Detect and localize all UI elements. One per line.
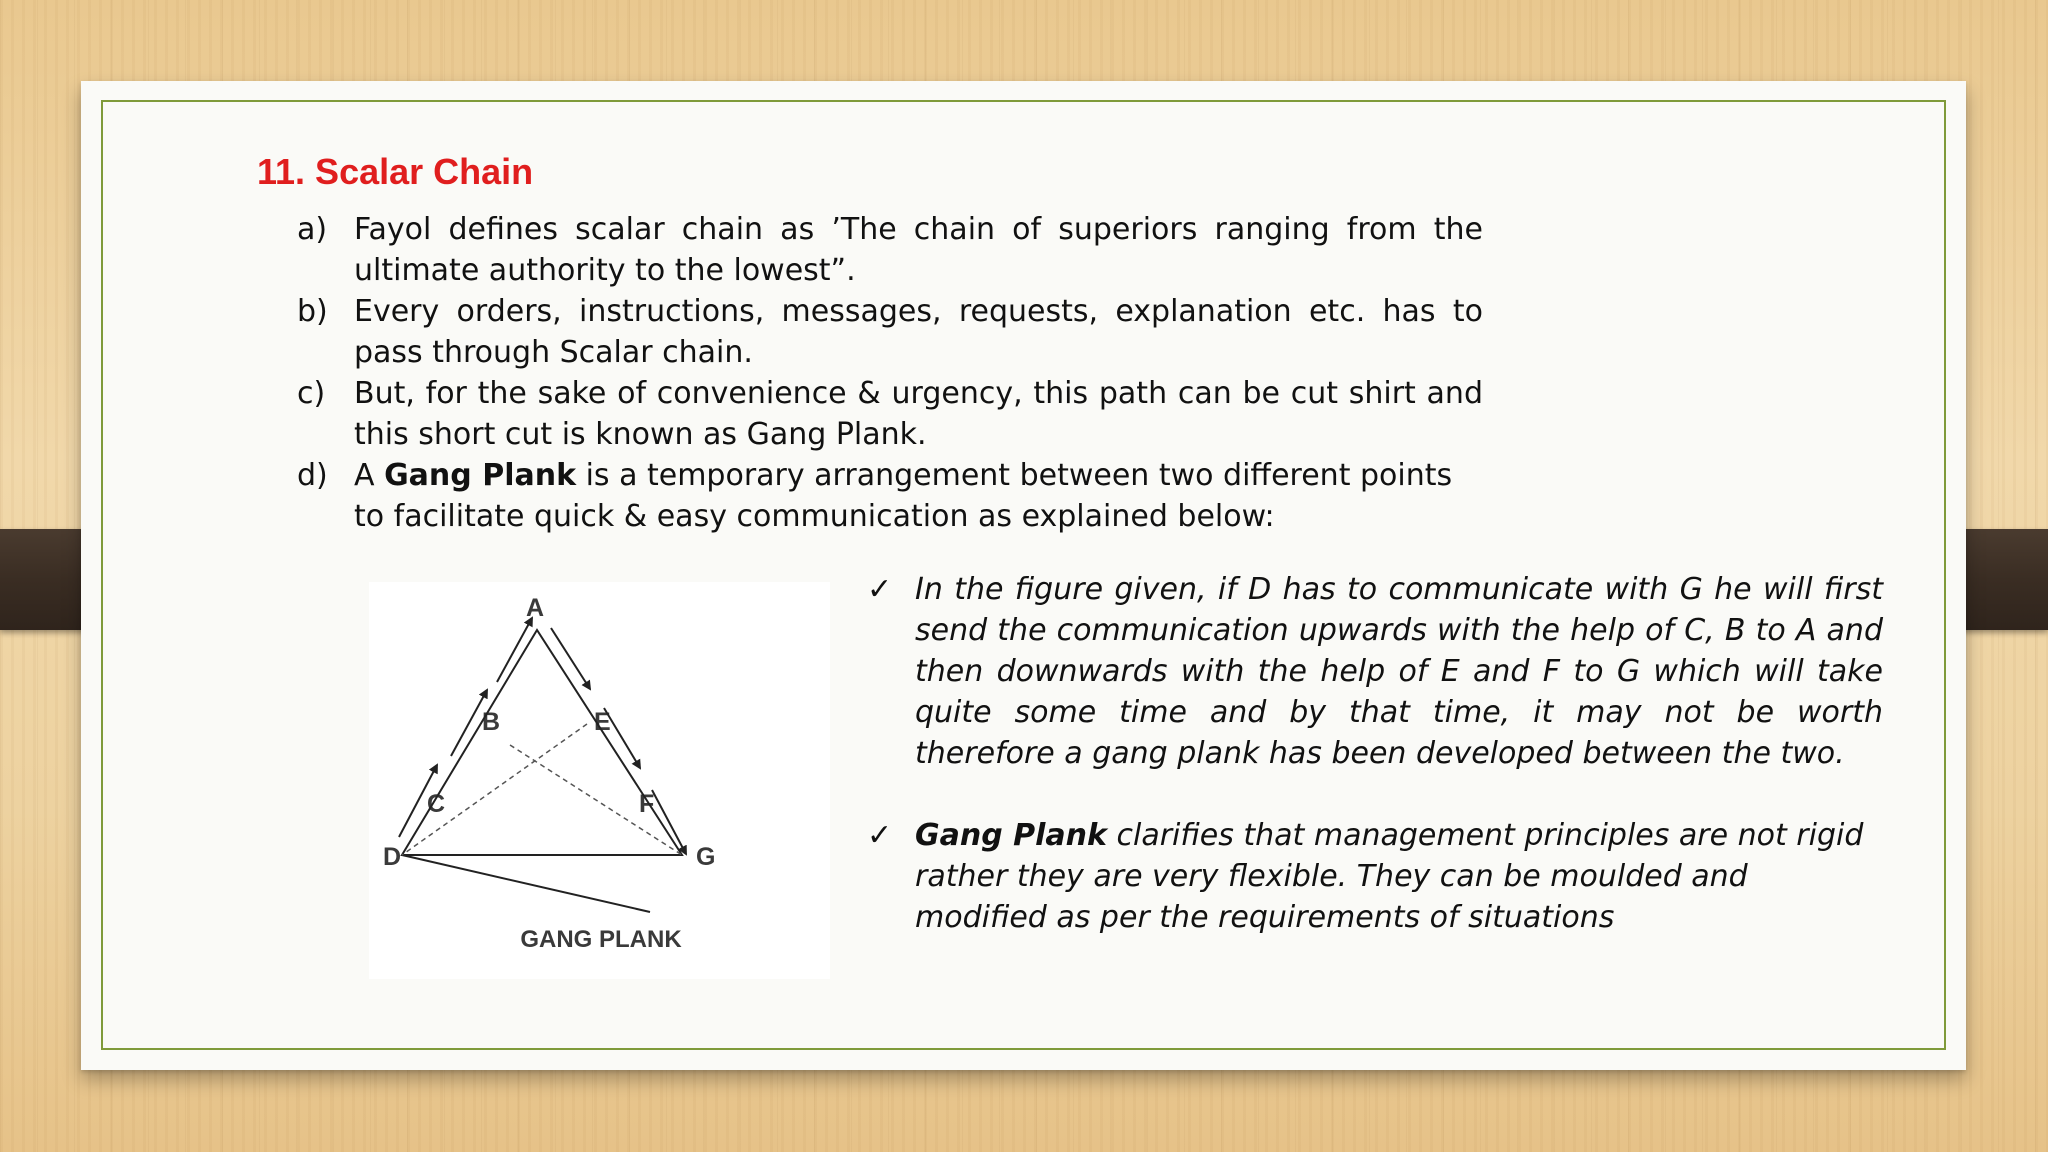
node-label-b: B (481, 708, 500, 736)
explanation-list (867, 569, 1883, 938)
node-label-a: A (525, 594, 545, 622)
point-text-before: A (354, 458, 385, 493)
node-label-d: D (382, 843, 401, 871)
node-label-f: F (639, 790, 655, 818)
point-text: But, for the sake of convenience & urgency, this path can be cut shirt and this short cut is known as Gang Plank. (354, 376, 1483, 452)
point-marker: c) (297, 376, 326, 411)
node-label-c: C (426, 790, 445, 818)
point-text: Fayol defines scalar chain as ’The chain of superiors ranging from the ultimate authority to the lowest”. (354, 212, 1483, 288)
point-d (297, 455, 1483, 537)
point-marker: b) (297, 294, 328, 329)
gang-plank-figure (369, 582, 830, 979)
note-text-after: clarifies that management principles are not rigid rather they are very flexible. They can be moulded and modified as per the requirements of situations (915, 818, 1864, 935)
point-a (297, 209, 1483, 291)
node-label-g: G (696, 843, 716, 871)
gang-plank-label: GANG PLANK (520, 926, 682, 953)
point-marker: d) (297, 458, 328, 493)
point-c (297, 373, 1483, 455)
arrow-a-to-e (551, 628, 590, 689)
checkmark-icon: ✓ (867, 572, 893, 607)
point-marker: a) (297, 212, 328, 247)
note-text: In the figure given, if D has to communicate with G he will first send the communication upwards with the help of C, B to A and then downwards with the help of E and F to G which will take quite some time and by that time, it may not be worth therefore a gang plank has been developed between the two. (915, 572, 1883, 771)
point-text: Every orders, instructions, messages, requests, explanation etc. has to pass through Scalar chain. (354, 294, 1483, 370)
hierarchy-triangle (402, 630, 682, 855)
gang-plank-diagram (369, 582, 830, 979)
slide-title: 11. Scalar Chain (257, 151, 534, 192)
note-bold-term: Gang Plank (915, 818, 1107, 853)
arrow-b-to-a (497, 618, 532, 682)
checkmark-icon: ✓ (867, 818, 893, 853)
arrow-f-to-g (652, 790, 686, 854)
point-text-after: is a temporary arrangement between two different points to facilitate quick & easy communication as explained below: (354, 458, 1453, 534)
definition-list (297, 209, 1483, 537)
note-flexibility (867, 815, 1883, 938)
slide (81, 81, 1966, 1070)
node-label-e: E (594, 708, 611, 736)
point-bold-term: Gang Plank (384, 458, 577, 493)
arrow-e-to-f (604, 708, 640, 768)
point-b (297, 291, 1483, 373)
triangle-base (402, 855, 650, 912)
note-communication-path (867, 569, 1883, 774)
